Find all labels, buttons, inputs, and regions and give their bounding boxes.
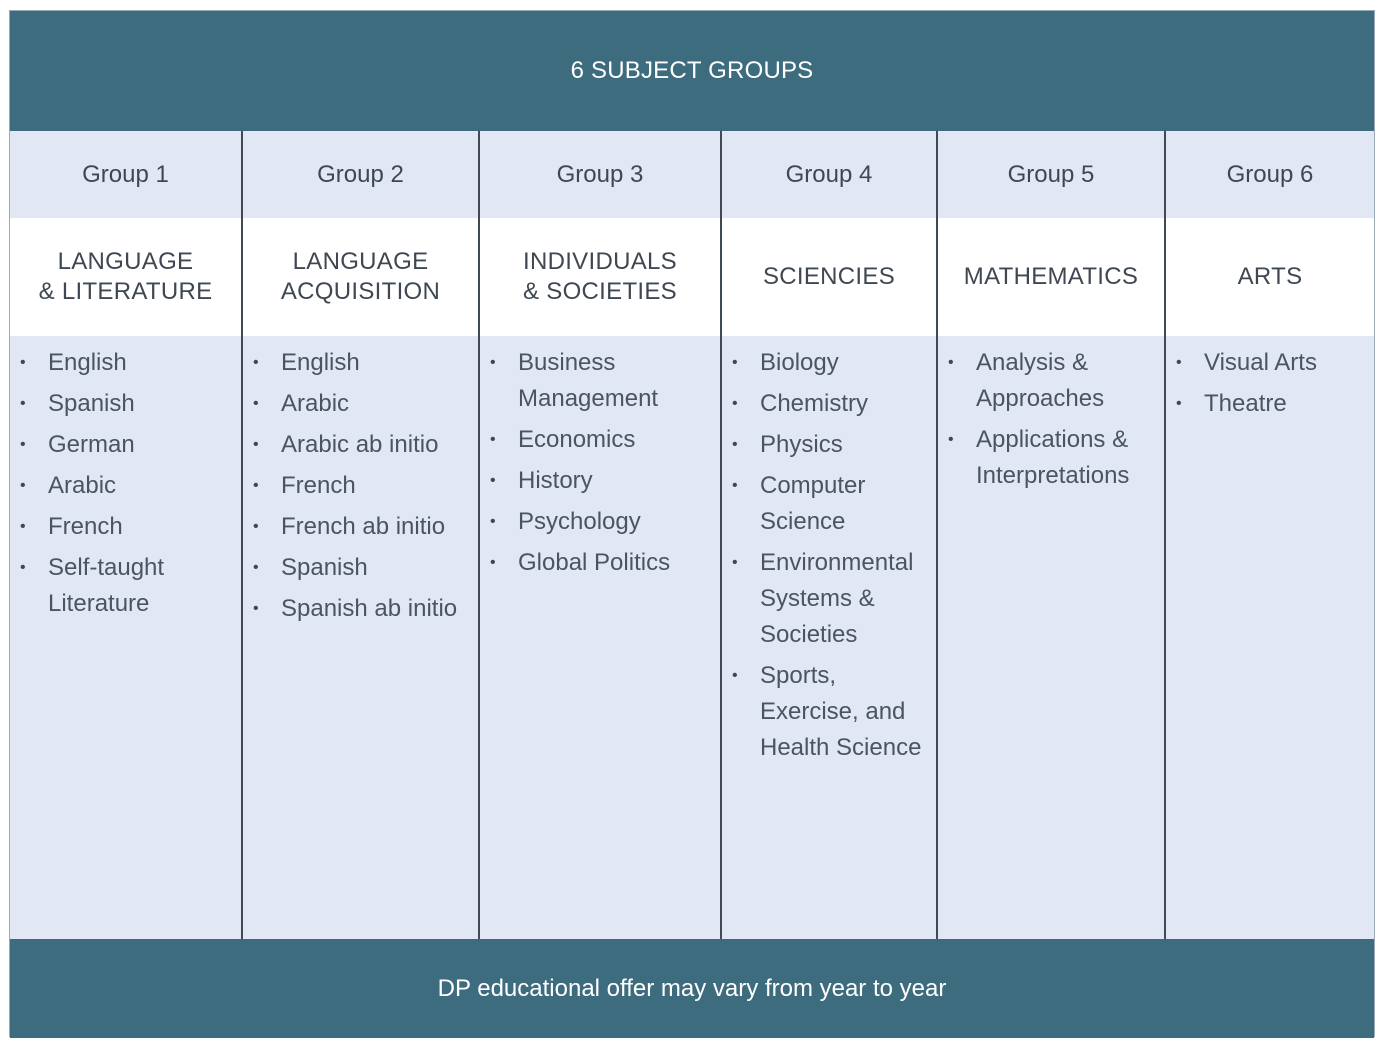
group-subject-list xyxy=(480,336,720,939)
bullet-icon: • xyxy=(948,354,954,371)
bullet-icon: • xyxy=(253,477,259,494)
subject-item xyxy=(243,386,478,422)
group-title: LANGUAGE ACQUISITION xyxy=(243,218,478,336)
subject-item xyxy=(480,545,720,581)
subject-label: Chemistry xyxy=(760,390,869,417)
subject-label: Sports, Exercise, and Health Science xyxy=(760,662,922,761)
subject-label: English xyxy=(48,349,127,376)
bullet-icon: • xyxy=(253,559,259,576)
subject-groups-table xyxy=(9,10,1375,1037)
group-label: Group 5 xyxy=(938,131,1164,218)
bullet-icon: • xyxy=(490,431,496,448)
subject-label: Psychology xyxy=(518,508,641,535)
group-columns xyxy=(10,131,1374,939)
subject-item xyxy=(722,545,936,653)
subject-label: Self-taught Literature xyxy=(48,554,165,617)
subject-label: French xyxy=(281,472,356,499)
subject-item xyxy=(243,468,478,504)
bullet-icon: • xyxy=(948,431,954,448)
bullet-icon: • xyxy=(732,667,738,684)
bullet-icon: • xyxy=(20,395,26,412)
subject-item xyxy=(722,427,936,463)
subject-item xyxy=(243,509,478,545)
group-title: ARTS xyxy=(1166,218,1374,336)
subject-label: Economics xyxy=(518,426,636,453)
bullet-icon: • xyxy=(20,354,26,371)
group-column-3 xyxy=(480,131,722,939)
subject-label: French ab initio xyxy=(281,513,446,540)
subject-label: English xyxy=(281,349,360,376)
bullet-icon: • xyxy=(20,559,26,576)
subject-item xyxy=(10,509,241,545)
subject-label: Arabic xyxy=(281,390,350,417)
subject-label: Arabic ab initio xyxy=(281,431,439,458)
group-title: LANGUAGE & LITERATURE xyxy=(10,218,241,336)
bullet-icon: • xyxy=(20,477,26,494)
bullet-icon: • xyxy=(20,518,26,535)
group-column-4 xyxy=(722,131,938,939)
bullet-icon: • xyxy=(253,354,259,371)
subject-label: Spanish xyxy=(281,554,368,581)
bullet-icon: • xyxy=(732,436,738,453)
group-subject-list xyxy=(10,336,241,939)
subject-label: German xyxy=(48,431,135,458)
bullet-icon: • xyxy=(732,477,738,494)
subject-item xyxy=(10,468,241,504)
group-label: Group 3 xyxy=(480,131,720,218)
subject-item xyxy=(10,345,241,381)
bullet-icon: • xyxy=(490,513,496,530)
subject-item xyxy=(243,591,478,627)
subject-item xyxy=(480,422,720,458)
subject-item xyxy=(10,550,241,622)
subject-item xyxy=(243,427,478,463)
footer-note: DP educational offer may vary from year to year xyxy=(437,974,947,1002)
bullet-icon: • xyxy=(490,472,496,489)
group-column-2 xyxy=(243,131,480,939)
group-title: INDIVIDUALS & SOCIETIES xyxy=(480,218,720,336)
subject-item xyxy=(10,386,241,422)
footer-banner xyxy=(10,939,1374,1038)
group-label: Group 2 xyxy=(243,131,478,218)
bullet-icon: • xyxy=(253,395,259,412)
subject-label: Analysis & Approaches xyxy=(976,349,1105,412)
subject-label: Environmental Systems & Societies xyxy=(760,549,914,648)
subject-item xyxy=(1166,386,1374,422)
bullet-icon: • xyxy=(253,436,259,453)
subject-item xyxy=(722,658,936,766)
group-column-5 xyxy=(938,131,1166,939)
group-label: Group 6 xyxy=(1166,131,1374,218)
bullet-icon: • xyxy=(732,554,738,571)
subject-label: Spanish ab initio xyxy=(281,595,458,622)
subject-item xyxy=(243,550,478,586)
group-title: SCIENCIES xyxy=(722,218,936,336)
bullet-icon: • xyxy=(732,395,738,412)
subject-label: Global Politics xyxy=(518,549,671,576)
subject-item xyxy=(722,345,936,381)
bullet-icon: • xyxy=(1176,395,1182,412)
subject-item xyxy=(722,468,936,540)
group-subject-list xyxy=(243,336,478,939)
subject-item xyxy=(10,427,241,463)
bullet-icon: • xyxy=(490,554,496,571)
group-column-1 xyxy=(10,131,243,939)
subject-label: History xyxy=(518,467,593,494)
subject-item xyxy=(243,345,478,381)
subject-item xyxy=(480,345,720,417)
subject-label: Theatre xyxy=(1204,390,1287,417)
bullet-icon: • xyxy=(20,436,26,453)
group-title: MATHEMATICS xyxy=(938,218,1164,336)
group-column-6 xyxy=(1166,131,1374,939)
subject-label: Spanish xyxy=(48,390,135,417)
table-title: 6 SUBJECT GROUPS xyxy=(570,57,814,84)
subject-label: Physics xyxy=(760,431,843,458)
bullet-icon: • xyxy=(732,354,738,371)
group-subject-list xyxy=(722,336,936,939)
bullet-icon: • xyxy=(253,518,259,535)
group-subject-list xyxy=(1166,336,1374,939)
subject-item xyxy=(722,386,936,422)
subject-label: Business Management xyxy=(518,349,659,412)
table-title-banner xyxy=(10,11,1374,131)
subject-label: Arabic xyxy=(48,472,117,499)
subject-label: Visual Arts xyxy=(1204,349,1317,376)
group-label: Group 1 xyxy=(10,131,241,218)
subject-item xyxy=(1166,345,1374,381)
group-label: Group 4 xyxy=(722,131,936,218)
bullet-icon: • xyxy=(1176,354,1182,371)
group-subject-list xyxy=(938,336,1164,939)
subject-label: Biology xyxy=(760,349,839,376)
subject-label: Applications & Interpretations xyxy=(976,426,1130,489)
bullet-icon: • xyxy=(253,600,259,617)
subject-label: Computer Science xyxy=(760,472,866,535)
subject-item xyxy=(938,422,1164,494)
subject-label: French xyxy=(48,513,123,540)
bullet-icon: • xyxy=(490,354,496,371)
subject-item xyxy=(480,463,720,499)
subject-item xyxy=(480,504,720,540)
subject-item xyxy=(938,345,1164,417)
